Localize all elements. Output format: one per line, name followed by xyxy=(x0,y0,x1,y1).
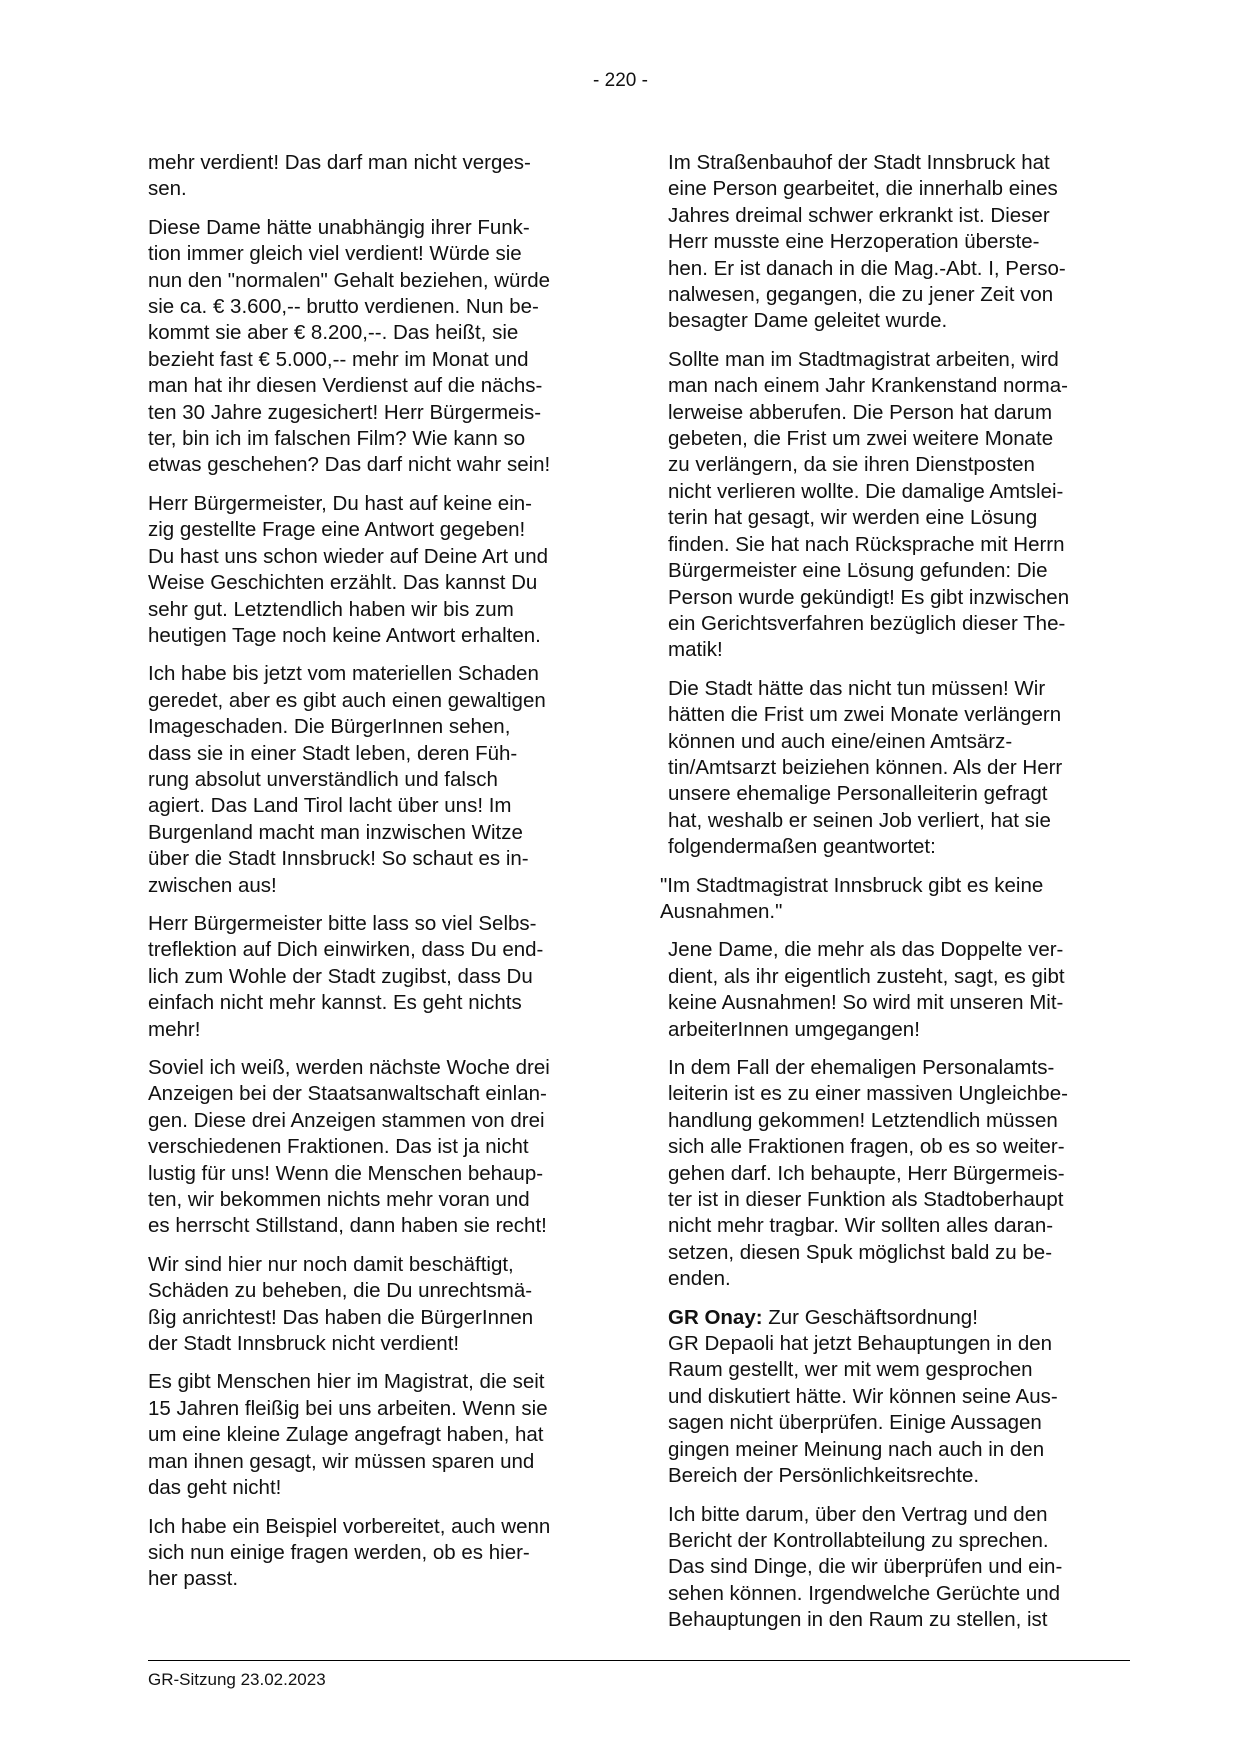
speaker-intro: Zur Geschäftsordnung! xyxy=(762,1305,978,1329)
paragraph: Wir sind hier nur noch damit beschäftigt, Schäden zu beheben, die Du unrechtsmä- ßig anrichtest! Das haben die BürgerInnen der Stadt Innsbruck nicht verdient! xyxy=(148,1252,534,1356)
paragraph: Jene Dame, die mehr als das Doppelte ver- dient, als ihr eigentlich zusteht, sagt, es gibt keine Ausnahmen! So wird mit unseren Mit- arbeiterInnen umgegangen! xyxy=(668,938,1065,1041)
paragraph: Es gibt Menschen hier im Magistrat, die seit 15 Jahren fleißig bei uns arbeiten. Wenn sie um eine kleine Zulage angefragt haben, hat man ihnen gesagt, wir müssen sparen und das geht nicht! xyxy=(148,1370,548,1500)
paragraph: In dem Fall der ehemaligen Personalamts- leiterin ist es zu einer massiven Ungleichbe- handlung gekommen! Letztendlich müssen sich alle Fraktionen fragen, ob es so weiter- gehen darf. Ich behaupte, Herr Bürgermeis- ter ist in dieser Funktion als Stadtoberhaupt nicht mehr tragbar. Wir sollten alles daran- setzen, diesen Spuk möglichst bald zu be- enden. xyxy=(668,1056,1068,1291)
left-column xyxy=(148,150,606,1605)
paragraph: Diese Dame hätte unabhängig ihrer Funk- tion immer gleich viel verdient! Würde sie nun den "normalen" Gehalt beziehen, würde sie ca. € 3.600,-- brutto verdienen. Nun be- kommt sie aber € 8.200,--. Das heißt, sie bezieht fast € 5.000,-- mehr im Monat und man hat ihr diesen Verdienst auf die nächs- ten 30 Jahre zugesichert! Herr Bürgermeis- ter, bin ich im falschen Film? Wie kann so etwas geschehen? Das darf nicht wahr sein! xyxy=(148,215,551,477)
speaker-statement: GR Depaoli hat jetzt Behauptungen in den Raum gestellt, wer mit wem gesprochen und diskutiert hätte. Wir können seine Aus- sagen nicht überprüfen. Einige Aussagen gingen meiner Meinung nach auch in den Bereich der Persönlichkeitsrechte. xyxy=(668,1332,1058,1488)
paragraph: Sollte man im Stadtmagistrat arbeiten, wird man nach einem Jahr Krankenstand norma- lerweise abberufen. Die Person hat darum gebeten, die Frist um zwei weitere Monate zu verlängern, da sie ihren Dienstposten nicht verlieren wollte. Die damalige Amtslei- terin hat gesagt, wir werden eine Lösung finden. Sie hat nach Rücksprache mit Herrn Bürgermeister eine Lösung gefunden: Die Person wurde gekündigt! Es gibt inzwischen ein Gerichtsverfahren bezüglich dieser The- matik! xyxy=(668,347,1070,662)
paragraph: Herr Bürgermeister, Du hast auf keine ein- zig gestellte Frage eine Antwort gegeben! Du hast uns schon wieder auf Deine Art und Weise Geschichten erzählt. Das kannst Du sehr gut. Letztendlich haben wir bis zum heutigen Tage noch keine Antwort erhalten. xyxy=(148,491,548,647)
page-number: - 220 - xyxy=(593,70,648,91)
right-column xyxy=(660,150,1126,1646)
paragraph: Die Stadt hätte das nicht tun müssen! Wir hätten die Frist um zwei Monate verlängern können und auch eine/einen Amtsärz- tin/Amtsarzt beiziehen können. Als der Herr unsere ehemalige Personalleiterin gefragt hat, weshalb er seinen Job verliert, hat sie folgendermaßen geantwortet: xyxy=(668,676,1063,859)
paragraph: mehr verdient! Das darf man nicht verges- sen. xyxy=(148,151,531,201)
paragraph: Soviel ich weiß, werden nächste Woche drei Anzeigen bei der Staatsanwaltschaft einlan- gen. Diese drei Anzeigen stammen von drei verschiedenen Fraktionen. Das ist ja nicht lustig für uns! Wenn die Menschen behaup- ten, wir bekommen nichts mehr voran und es herrscht Stillstand, dann haben sie recht! xyxy=(148,1056,550,1238)
paragraph: Ich bitte darum, über den Vertrag und den Bericht der Kontrollabteilung zu sprechen. Das sind Dinge, die wir überprüfen und ein- sehen können. Irgendwelche Gerüchte und Behauptungen in den Raum zu stellen, ist xyxy=(668,1502,1063,1632)
quote-paragraph: "Im Stadtmagistrat Innsbruck gibt es keine Ausnahmen." xyxy=(660,873,1044,923)
footer-session-date: GR-Sitzung 23.02.2023 xyxy=(148,1670,326,1689)
speaker-paragraph xyxy=(668,1305,1126,1490)
paragraph: Im Straßenbauhof der Stadt Innsbruck hat eine Person gearbeitet, die innerhalb eines Jahres dreimal schwer erkrankt ist. Dieser Herr musste eine Herzoperation überste- hen. Er ist danach in die Mag.-Abt. I, Perso- nalwesen, gegangen, die zu jener Zeit von besagter Dame geleitet wurde. xyxy=(668,151,1066,333)
speaker-name: GR Onay: xyxy=(668,1305,763,1329)
paragraph: Herr Bürgermeister bitte lass so viel Selbs- treflektion auf Dich einwirken, dass Du end- lich zum Wohle der Stadt zugibst, dass Du einfach nicht mehr kannst. Es geht nichts mehr! xyxy=(148,911,544,1041)
footer-divider xyxy=(148,1660,1130,1661)
paragraph: Ich habe bis jetzt vom materiellen Schaden geredet, aber es gibt auch einen gewaltigen Imageschaden. Die BürgerInnen sehen, dass sie in einer Stadt leben, deren Füh- rung absolut unverständlich und falsch agiert. Das Land Tirol lacht über uns! Im Burgenland macht man inzwischen Witze über die Stadt Innsbruck! So schaut es in- zwischen aus! xyxy=(148,662,546,897)
paragraph: Ich habe ein Beispiel vorbereitet, auch wenn sich nun einige fragen werden, ob es hier- her passt. xyxy=(148,1514,551,1591)
